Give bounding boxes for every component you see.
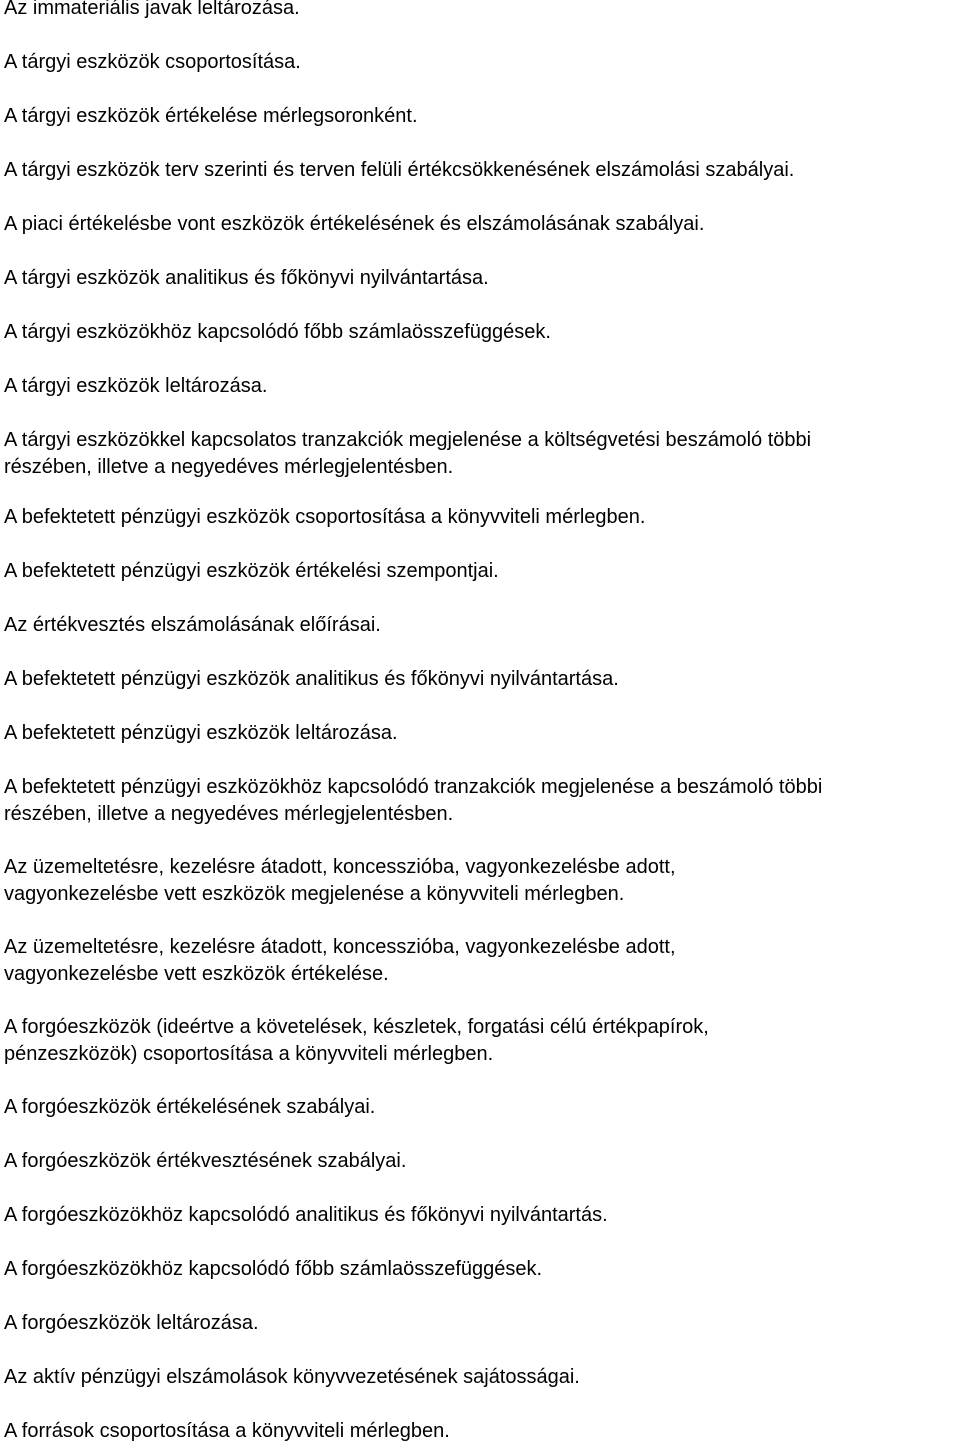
- item-text-line: A tárgyi eszközökhöz kapcsolódó főbb számlaösszefüggések.: [4, 321, 551, 343]
- item-text-line: A források csoportosítása a könyvviteli mérlegben.: [4, 1420, 450, 1442]
- list-item: [4, 774, 822, 828]
- list-item: [4, 157, 794, 184]
- list-item: [4, 319, 551, 346]
- list-item: [4, 1014, 709, 1068]
- item-text-line: Az üzemeltetésre, kezelésre átadott, koncesszióba, vagyonkezelésbe adott,: [4, 936, 676, 958]
- list-item: [4, 427, 811, 481]
- item-text-line: A forgóeszközökhöz kapcsolódó analitikus és főkönyvi nyilvántartás.: [4, 1204, 608, 1226]
- item-text-line: A tárgyi eszközökkel kapcsolatos tranzakciók megjelenése a költségvetési beszámoló többi: [4, 429, 812, 451]
- list-item: [4, 504, 645, 531]
- item-text-line: A forgóeszközök értékvesztésének szabályai.: [4, 1150, 407, 1172]
- item-text-line: A tárgyi eszközök csoportosítása.: [4, 51, 301, 73]
- item-text-line: A tárgyi eszközök értékelése mérlegsoronként.: [4, 105, 418, 127]
- item-text-line: A befektetett pénzügyi eszközök analitikus és főkönyvi nyilvántartása.: [4, 668, 619, 690]
- list-item: [4, 265, 489, 292]
- item-text-line: részében, illetve a negyedéves mérlegjelentésben.: [4, 456, 454, 478]
- list-item: [4, 1418, 450, 1445]
- item-text-line: A tárgyi eszközök analitikus és főkönyvi nyilvántartása.: [4, 267, 489, 289]
- list-item: [4, 934, 676, 988]
- list-item: [4, 558, 499, 585]
- item-text-line: A forgóeszközökhöz kapcsolódó főbb számlaösszefüggések.: [4, 1258, 543, 1280]
- list-item: [4, 1148, 406, 1175]
- item-text-line: vagyonkezelésbe vett eszközök értékelése.: [4, 963, 389, 985]
- item-text-line: A forgóeszközök értékelésének szabályai.: [4, 1096, 376, 1118]
- item-text-line: A forgóeszközök leltározása.: [4, 1312, 259, 1334]
- item-text-line: Az értékvesztés elszámolásának előírásai.: [4, 614, 381, 636]
- item-text-line: A piaci értékelésbe vont eszközök értékelésének és elszámolásának szabályai.: [4, 213, 705, 235]
- list-item: [4, 1256, 542, 1283]
- item-text-line: A befektetett pénzügyi eszközökhöz kapcsolódó tranzakciók megjelenése a beszámoló többi: [4, 776, 823, 798]
- list-item: [4, 373, 267, 400]
- list-item: [4, 666, 619, 693]
- list-item: [4, 49, 301, 76]
- item-text-line: Az aktív pénzügyi elszámolások könyvvezetésének sajátosságai.: [4, 1366, 580, 1388]
- item-text-line: A tárgyi eszközök leltározása.: [4, 375, 268, 397]
- item-text-line: Az üzemeltetésre, kezelésre átadott, koncesszióba, vagyonkezelésbe adott,: [4, 856, 676, 878]
- item-text-line: A befektetett pénzügyi eszközök leltározása.: [4, 722, 398, 744]
- list-item: [4, 103, 418, 130]
- item-text-line: A befektetett pénzügyi eszközök csoportosítása a könyvviteli mérlegben.: [4, 506, 646, 528]
- list-item: [4, 1094, 375, 1121]
- list-item: [4, 854, 676, 908]
- item-text-line: Az immateriális javak leltározása.: [4, 0, 300, 19]
- list-item: [4, 720, 398, 747]
- item-text-line: részében, illetve a negyedéves mérlegjelentésben.: [4, 803, 454, 825]
- item-text-line: A befektetett pénzügyi eszközök értékelési szempontjai.: [4, 560, 499, 582]
- item-text-line: pénzeszközök) csoportosítása a könyvviteli mérlegben.: [4, 1043, 494, 1065]
- item-text-line: vagyonkezelésbe vett eszközök megjelenése a könyvviteli mérlegben.: [4, 883, 625, 905]
- list-item: [4, 1202, 608, 1229]
- item-text-line: A forgóeszközök (ideértve a követelések, készletek, forgatási célú értékpapírok,: [4, 1016, 709, 1038]
- list-item: [4, 612, 381, 639]
- list-item: [4, 211, 704, 238]
- list-item: [4, 0, 300, 22]
- item-text-line: A tárgyi eszközök terv szerinti és terven felüli értékcsökkenésének elszámolási szabályai.: [4, 159, 795, 181]
- list-item: [4, 1364, 580, 1391]
- list-item: [4, 1310, 259, 1337]
